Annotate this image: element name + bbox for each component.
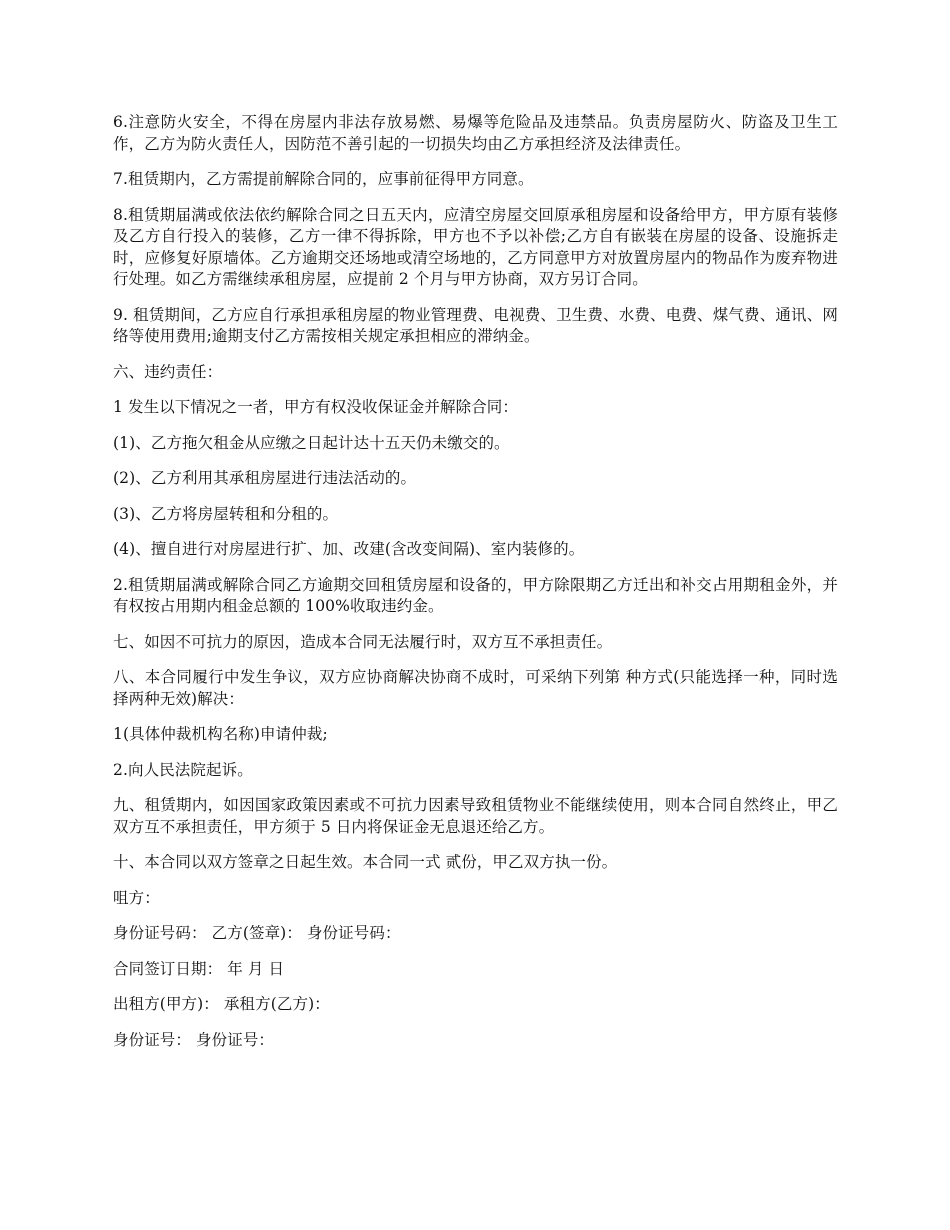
section-policy-termination: 九、租赁期内，如因国家政策因素或不可抗力因素导致租赁物业不能继续使用，则本合同自然终止，甲乙双方互不承担责任，甲方须于 5 日内将保证金无息退还给乙方。 bbox=[113, 796, 838, 836]
section-dispute: 八、本合同履行中发生争议，双方应协商解决协商不成时，可采纳下列第 种方式(只能选择一种，同时选择两种无效)解决： bbox=[113, 668, 838, 708]
signature-id-lines: 身份证号： 身份证号： bbox=[113, 1030, 275, 1049]
signature-party-a: 咀方： bbox=[113, 888, 160, 907]
document-page bbox=[113, 112, 838, 1065]
section-force-majeure: 七、如因不可抗力的原因，造成本合同无法履行时，双方互不承担责任。 bbox=[113, 632, 613, 651]
list-item-breach-3: (3)、乙方将房屋转租和分租的。 bbox=[113, 504, 339, 523]
paragraph-early-termination: 7.租赁期内，乙方需提前解除合同的，应事前征得甲方同意。 bbox=[113, 170, 534, 188]
list-item-breach-2: (2)、乙方利用其承租房屋进行违法活动的。 bbox=[113, 469, 417, 487]
list-item-litigation: 2.向人民法院起诉。 bbox=[113, 760, 253, 779]
signature-id-numbers: 身份证号码： 乙方(签章)： 身份证号码： bbox=[113, 924, 401, 942]
paragraph-breach-intro: 1 发生以下情况之一者，甲方有权没收保证金并解除合同： bbox=[113, 398, 518, 416]
paragraph-lease-expiry: 8.租赁期届满或依法依约解除合同之日五天内，应清空房屋交回原承租房屋和设备给甲方，甲方原有装修及乙方自行投入的装修，乙方一律不得拆除，甲方也不予以补偿;乙方自有嵌装在房屋的设备、设施拆走时，应修复好原墙体。乙方逾期交还场地或清空场地的，乙方同意甲方对放置房屋内的物品作为废弃物进行处理。如乙方需继续承租房屋，应提前 2 个月与甲方协商，双方另订合同。 bbox=[113, 205, 838, 288]
paragraph-fees: 9. 租赁期间，乙方应自行承担承租房屋的物业管理费、电视费、卫生费、水费、电费、煤气费、通讯、网络等使用费用;逾期支付乙方需按相关规定承担相应的滞纳金。 bbox=[113, 305, 838, 345]
list-item-breach-4: (4)、擅自进行对房屋进行扩、加、改建(含改变间隔)、室内装修的。 bbox=[113, 540, 585, 558]
signature-date: 合同签订日期： 年 月 日 bbox=[113, 959, 285, 978]
paragraph-fire-safety: 6.注意防火安全，不得在房屋内非法存放易燃、易爆等危险品及违禁品。负责房屋防火、防盗及卫生工作，乙方为防火责任人，因防范不善引起的一切损失均由乙方承担经济及法律责任。 bbox=[113, 113, 838, 153]
section-effective: 十、本合同以双方签章之日起生效。本合同一式 贰份，甲乙双方执一份。 bbox=[113, 853, 618, 871]
list-item-breach-1: (1)、乙方拖欠租金从应缴之日起计达十五天仍未缴交的。 bbox=[113, 433, 510, 452]
list-item-arbitration: 1(具体仲裁机构名称)申请仲裁; bbox=[113, 725, 328, 743]
paragraph-late-return: 2.租赁期届满或解除合同乙方逾期交回租赁房屋和设备的，甲方除限期乙方迁出和补交占用期租金外，并有权按占用期内租金总额的 100%收取违约金。 bbox=[113, 575, 838, 615]
section-heading-breach: 六、违约责任： bbox=[113, 362, 223, 381]
signature-lessor-lessee: 出租方(甲方)： 承租方(乙方)： bbox=[113, 995, 330, 1013]
